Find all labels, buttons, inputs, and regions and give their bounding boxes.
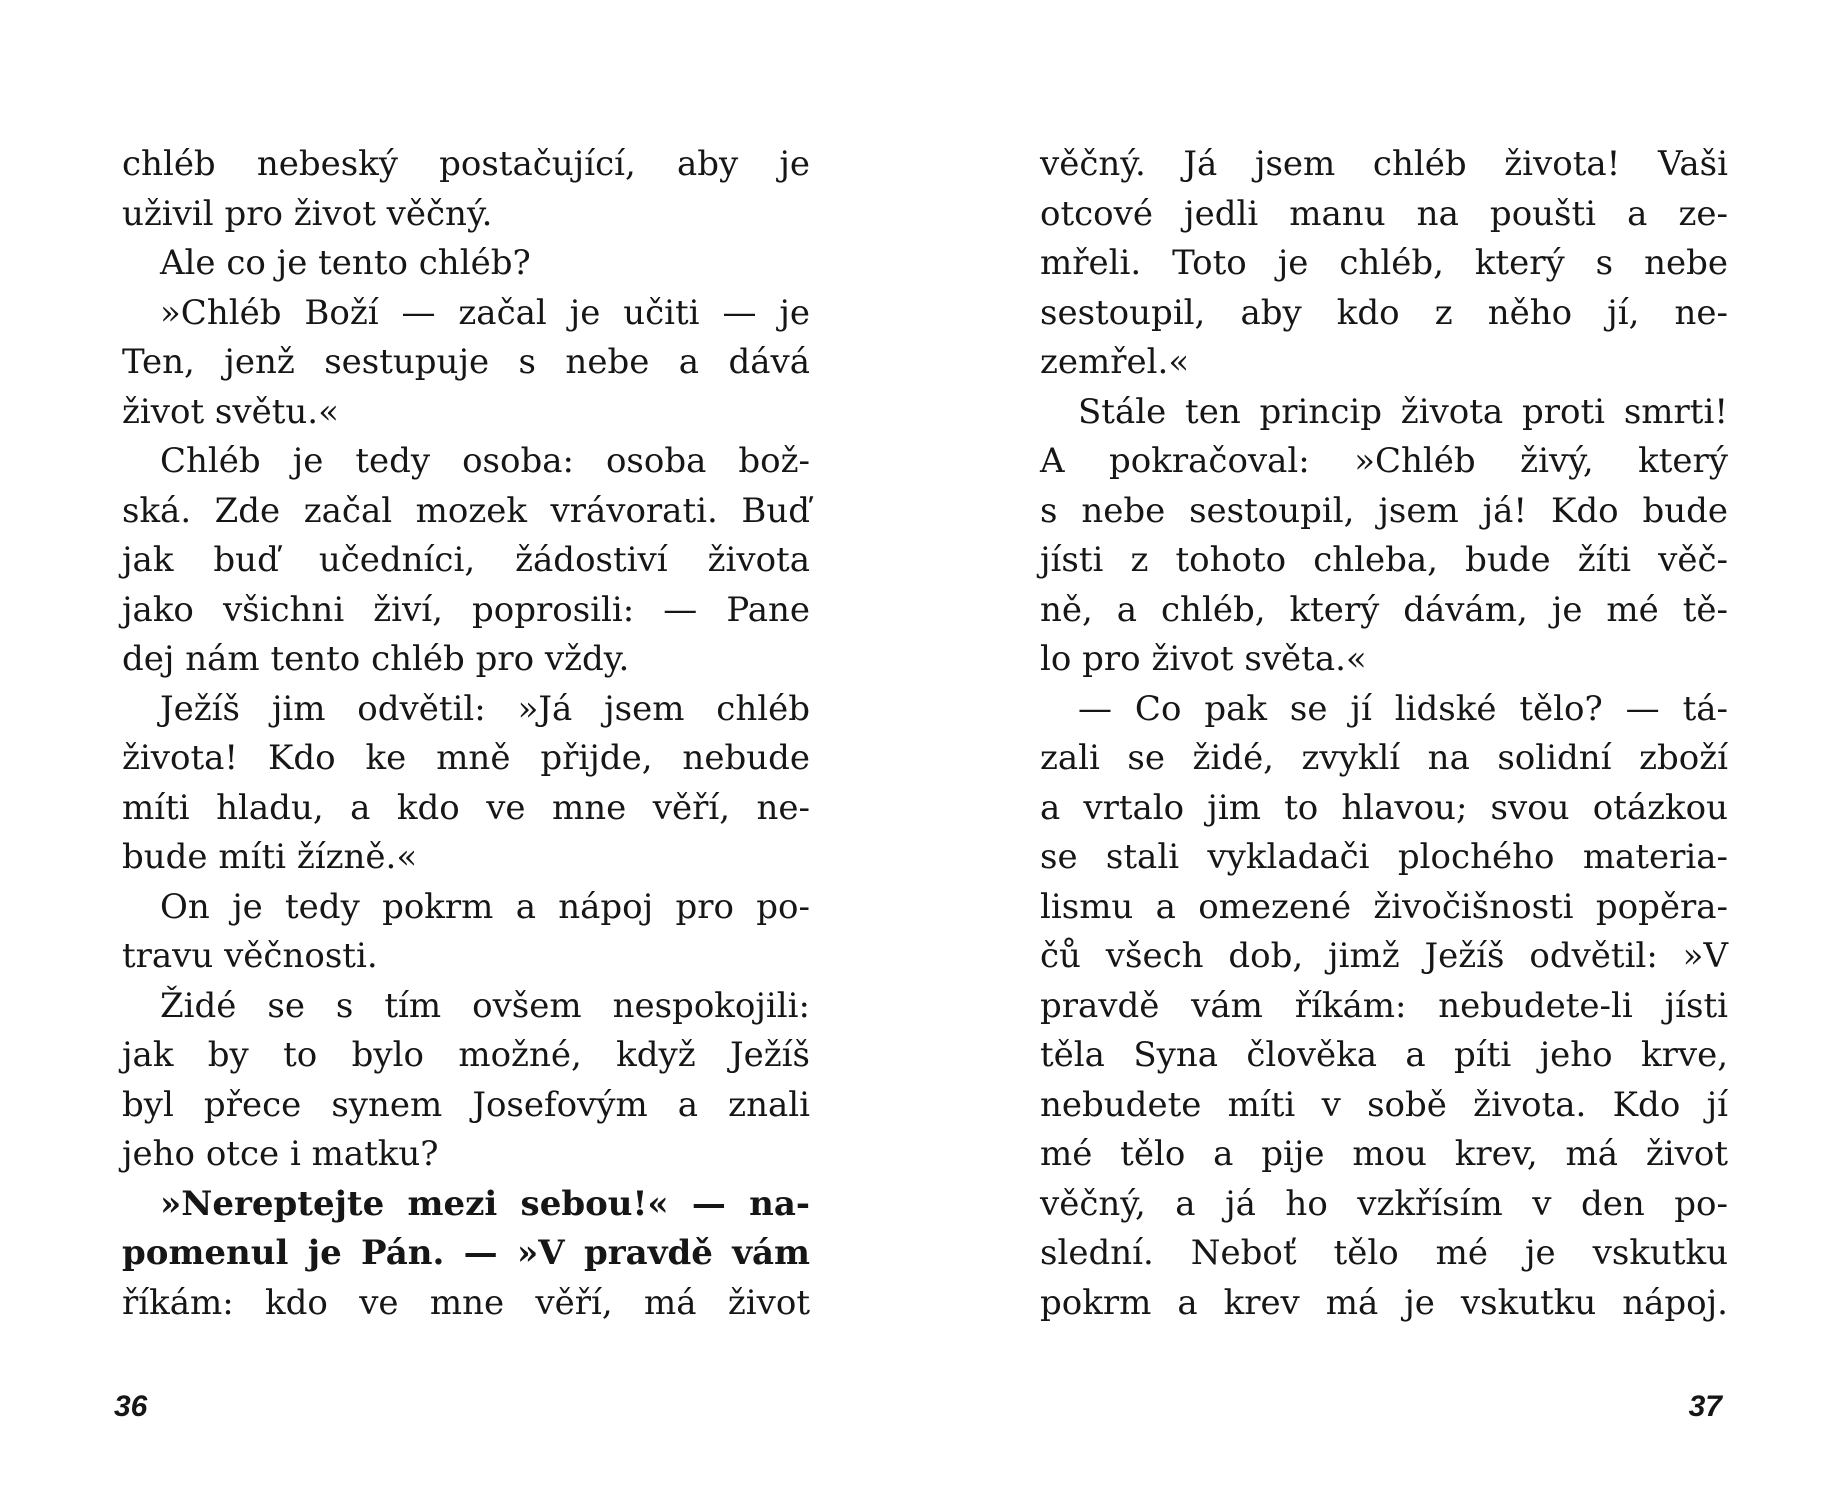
text-line: život světu.« xyxy=(122,391,339,432)
text-line: Stále ten princip života proti smrti! xyxy=(1078,391,1728,432)
right-page-text xyxy=(1040,140,1728,1328)
text-line: Chléb je tedy osoba: osoba bož- xyxy=(160,441,810,481)
text-line: ně, a chléb, který dávám, je mé tě- xyxy=(1040,589,1728,630)
text-line: uživil pro život věčný. xyxy=(122,193,493,234)
text-line: »Chléb Boží — začal je učiti — je xyxy=(160,292,810,333)
text-line: čů všech dob, jimž Ježíš odvětil: »V xyxy=(1040,936,1728,976)
text-line: Ten, jenž sestupuje s nebe a dává xyxy=(122,342,810,382)
right-page xyxy=(914,0,1828,1501)
text-line: travu věčnosti. xyxy=(122,936,378,976)
text-line: a vrtalo jim to hlavou; svou otázkou xyxy=(1040,787,1728,828)
text-line: pomenul je Pán. — »V pravdě vám xyxy=(122,1233,810,1273)
text-line: Ježíš jim odvětil: »Já jsem chléb xyxy=(160,688,810,729)
text-line: jeho otce i matku? xyxy=(122,1134,439,1174)
text-line: věčný, a já ho vzkřísím v den po- xyxy=(1040,1183,1728,1224)
text-line: otcové jedli manu na poušti a ze- xyxy=(1040,193,1728,234)
text-line: se stali vykladači plochého materia- xyxy=(1040,837,1728,877)
text-line: věčný. Já jsem chléb života! Vaši xyxy=(1040,144,1728,184)
text-line: pokrm a krev má je vskutku nápoj. xyxy=(1040,1282,1728,1323)
text-line: lismu a omezené živočišnosti popěra- xyxy=(1040,886,1728,927)
text-line: mé tělo a pije mou krev, má život xyxy=(1040,1134,1728,1174)
text-line: A pokračoval: »Chléb živý, který xyxy=(1040,441,1728,481)
text-line: byl přece synem Josefovým a znali xyxy=(122,1084,810,1125)
text-line: říkám: kdo ve mne věří, má život xyxy=(122,1282,810,1323)
text-line: lo pro život světa.« xyxy=(1040,639,1367,679)
text-line: jako všichni živí, poprosili: — Pane xyxy=(122,589,810,630)
text-line: On je tedy pokrm a nápoj pro po- xyxy=(160,886,810,927)
text-line: Ale co je tento chléb? xyxy=(160,243,531,283)
text-line: s nebe sestoupil, jsem já! Kdo bude xyxy=(1040,490,1728,531)
text-line: jak by to bylo možné, když Ježíš xyxy=(122,1035,810,1075)
page-number: 37 xyxy=(1688,1390,1722,1423)
text-line: slední. Neboť tělo mé je vskutku xyxy=(1040,1233,1728,1273)
page-number: 36 xyxy=(114,1390,148,1423)
text-line: pravdě vám říkám: nebudete-li jísti xyxy=(1040,985,1728,1026)
left-page-text xyxy=(122,140,810,1328)
text-line: zali se židé, zvyklí na solidní zboží xyxy=(1040,738,1728,778)
text-line: jak buď učedníci, žádostiví života xyxy=(122,540,810,580)
text-line: zemřel.« xyxy=(1040,342,1190,382)
text-line: sestoupil, aby kdo z něho jí, ne- xyxy=(1040,292,1728,333)
text-line: mřeli. Toto je chléb, který s nebe xyxy=(1040,243,1728,283)
text-line: Židé se s tím ovšem nespokojili: xyxy=(160,985,810,1026)
text-line: těla Syna člověka a píti jeho krve, xyxy=(1040,1035,1728,1075)
text-line: chléb nebeský postačující, aby je xyxy=(122,144,810,184)
text-line: života! Kdo ke mně přijde, nebude xyxy=(122,738,810,778)
text-line: ská. Zde začal mozek vrávorati. Buď xyxy=(122,490,810,531)
text-line: dej nám tento chléb pro vždy. xyxy=(122,639,630,679)
text-line: jísti z tohoto chleba, bude žíti věč- xyxy=(1040,540,1728,580)
text-line: bude míti žízně.« xyxy=(122,837,418,877)
text-line: — Co pak se jí lidské tělo? — tá- xyxy=(1078,688,1728,729)
text-line: míti hladu, a kdo ve mne věří, ne- xyxy=(122,787,810,828)
text-line: »Nereptejte mezi sebou!« — na- xyxy=(160,1183,810,1224)
text-line: nebudete míti v sobě života. Kdo jí xyxy=(1040,1084,1728,1125)
